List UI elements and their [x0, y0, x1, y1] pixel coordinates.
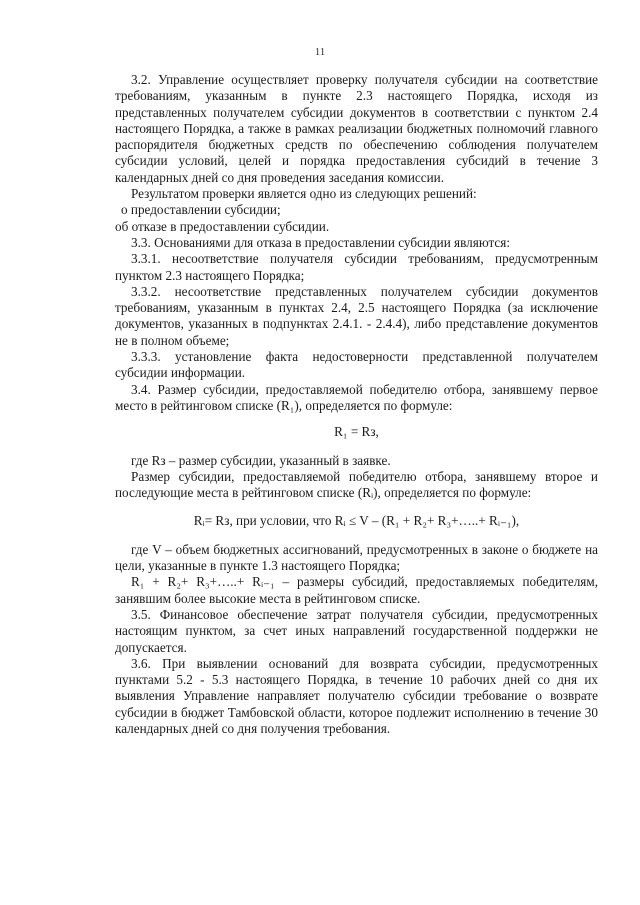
paragraph-check-result: Результатом проверки является одно из следующих решений:	[131, 186, 477, 202]
paragraph-3-2: 3.2. Управление осуществляет проверку получателя субсидии на соответствие требованиям, указанным в пункте 2.3 настоящего Порядка, исходя из представленных получателем субсидии документов в соответствии с пунктом 2.4 настоящего Порядка, а также в рамках реализации бюджетных полномочий главного распорядителя бюджетных средств по обеспечению соблюдения получателем субсидии условий, целей и порядка предоставления субсидий в течение 3 календарных дней со дня проведения заседания комиссии.	[115, 72, 598, 185]
paragraph-decision-refuse: об отказе в предоставлении субсидии.	[115, 218, 330, 234]
paragraph-sum-definition: R₁ + R₂+ R₃+…..+ Rᵢ₋₁ – размеры субсидий, предоставляемых победителям, занявшим более высокие места в рейтинговом списке.	[115, 574, 598, 606]
paragraph-decision-grant: о предоставлении субсидии;	[121, 202, 281, 218]
paragraph-3-3-3: 3.3.3. установление факта недостоверности представленной получателем субсидии информации.	[115, 349, 598, 381]
formula-subsequent-places: Rᵢ= Rз, при условии, что Rᵢ ≤ V – (R₁ + R₂+ R₃+…..+ Rᵢ₋₁),	[193, 513, 520, 529]
paragraph-3-5: 3.5. Финансовое обеспечение затрат получателя субсидии, предусмотренных настоящим пунктом, за счет иных направлений государственной поддержки не допускается.	[115, 606, 598, 655]
document-body	[115, 72, 598, 737]
paragraph-3-3-1: 3.3.1. несоответствие получателя субсидии требованиям, предусмотренным пунктом 2.3 настоящего Порядка;	[115, 251, 598, 283]
paragraph-where-rz: где Rз – размер субсидии, указанный в заявке.	[131, 452, 391, 468]
paragraph-3-3: 3.3. Основаниями для отказа в предоставлении субсидии являются:	[131, 234, 511, 250]
paragraph-second-places: Размер субсидии, предоставляемой победителю отбора, занявшему второе и последующие места в рейтинговом списке (Rᵢ), определяется по формуле:	[115, 468, 598, 501]
paragraph-3-4: 3.4. Размер субсидии, предоставляемой победителю отбора, занявшему первое место в рейтинговом списке (R₁), определяется по формуле:	[115, 381, 598, 413]
page-number: 11	[314, 46, 326, 58]
paragraph-3-3-2: 3.3.2. несоответствие представленных получателем субсидии документов требованиям, указанным в пунктах 2.4, 2.5 настоящего Порядка (за исключение документов, указанных в подпунктах 2.4.1. - 2.4.4), либо представление документов не в полном объеме;	[115, 283, 598, 348]
paragraph-3-6: 3.6. При выявлении оснований для возврата субсидии, предусмотренных пунктами 5.2 - 5.3 настоящего Порядка, в течение 10 рабочих дней со дня их выявления Управление направляет получателю субсидии требование о возврате субсидии в бюджет Тамбовской области, которое подлежит исполнению в течение 30 календарных дней со дня получения требования.	[115, 655, 598, 736]
paragraph-where-v: где V – объем бюджетных ассигнований, предусмотренных в законе о бюджете на цели, указанные в пункте 1.3 настоящего Порядка;	[115, 541, 598, 574]
formula-first-place: R₁ = Rз,	[334, 424, 379, 440]
